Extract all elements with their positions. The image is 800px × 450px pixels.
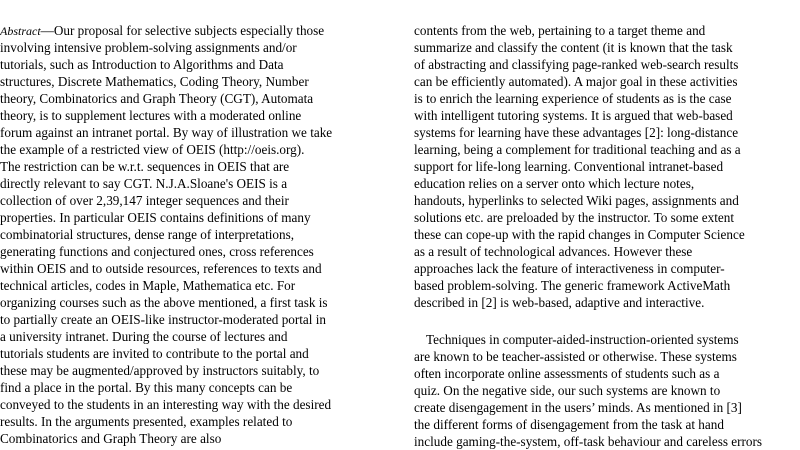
paragraph2-line: are known to be teacher-assisted or otherwise. These systems [414,349,737,364]
abstract-line: generating functions and conjectured ones, cross references [0,244,314,259]
paragraph1-line: is to enrich the learning experience of students as is the case [414,91,732,106]
abstract-line: the example of a restricted view of OEIS (http://oeis.org). [0,142,305,157]
abstract-line: a university intranet. During the course of lectures and [0,329,288,344]
abstract-line: directly relevant to say CGT. N.J.A.Sloane's OEIS is a [0,176,288,191]
paragraph1-line: these can cope-up with the rapid changes in Computer Science [414,227,745,242]
abstract-line: tutorials, such as Introduction to Algorithms and Data [0,57,284,72]
abstract-line: combinatorial structures, dense range of interpretations, [0,227,295,242]
abstract-line: involving intensive problem-solving assignments and/or [0,40,297,55]
abstract-first-line: Abstract—Our proposal for selective subjects especially those [0,23,325,38]
paragraph1-line: can be efficiently automated). A major goal in these activities [414,74,738,89]
abstract-line: find a place in the portal. By this many concepts can be [0,380,293,395]
abstract-line: results. In the arguments presented, examples related to [0,414,293,429]
abstract-line: these may be augmented/approved by instructors suitably, to [0,363,320,378]
abstract-line: properties. In particular OEIS contains definitions of many [0,210,311,225]
abstract-line: Combinatorics and Graph Theory are also [0,431,222,446]
paragraph2-line: often incorporate online assessments of students such as a [414,366,720,381]
abstract-line: conveyed to the students in an interesting way with the desired [0,397,332,412]
abstract-label: Abstract [0,24,41,38]
paragraph1-line: summarize and classify the content (it is known that the task [414,40,733,55]
paragraph2-line: include gaming-the-system, off-task behaviour and careless errors [414,434,763,449]
abstract-line: collection of over 2,39,147 integer sequences and their [0,193,289,208]
paragraph1-line: based problem-solving. The generic framework ActiveMath [414,278,731,293]
paragraph1-line: learning, being a complement for traditional teaching and as a [414,142,741,157]
abstract-line: theory, Combinatorics and Graph Theory (CGT), Automata [0,91,314,106]
paragraph1-line: systems for learning have these advantages [2]: long-distance [414,125,739,140]
paragraph2-line: create disengagement in the users’ minds. As mentioned in [3] [414,400,742,415]
paragraph2-line: Techniques in computer-aided-instruction-oriented systems [426,332,739,347]
paragraph1-line: as a result of technological advances. However these [414,244,693,259]
paragraph2-line: the different forms of disengagement from the task at hand [414,417,724,432]
paragraph1-line: education relies on a server onto which lecture notes, [414,176,695,191]
paragraph1-line: solutions etc. are preloaded by the instructor. To some extent [414,210,735,225]
paragraph1-line: contents from the web, pertaining to a target theme and [414,23,706,38]
paragraph1-line: handouts, hyperlinks to selected Wiki pages, assignments and [414,193,739,208]
abstract-line: organizing courses such as the above mentioned, a first task is [0,295,328,310]
abstract-line: theory, is to supplement lectures with a moderated online [0,108,302,123]
paragraph1-line: approaches lack the feature of interactiveness in computer- [414,261,725,276]
paragraph1-line: support for life-long learning. Conventional intranet-based [414,159,724,174]
abstract-line: to partially create an OEIS-like instructor-moderated portal in [0,312,327,327]
paragraph1-line: described in [2] is web-based, adaptive and interactive. [414,295,705,310]
paragraph1-line: with intelligent tutoring systems. It is argued that web-based [414,108,733,123]
paragraph1-line: of abstracting and classifying page-ranked web-search results [414,57,739,72]
paragraph2-line: quiz. On the negative side, our such systems are known to [414,383,721,398]
abstract-line: The restriction can be w.r.t. sequences in OEIS that are [0,159,290,174]
abstract-line: forum against an intranet portal. By way of illustration we take [0,125,333,140]
abstract-line: tutorials students are invited to contribute to the portal and [0,346,309,361]
abstract-line: structures, Discrete Mathematics, Coding Theory, Number [0,74,309,89]
abstract-line: technical articles, codes in Maple, Mathematica etc. For [0,278,296,293]
abstract-line: within OEIS and to outside resources, references to texts and [0,261,322,276]
